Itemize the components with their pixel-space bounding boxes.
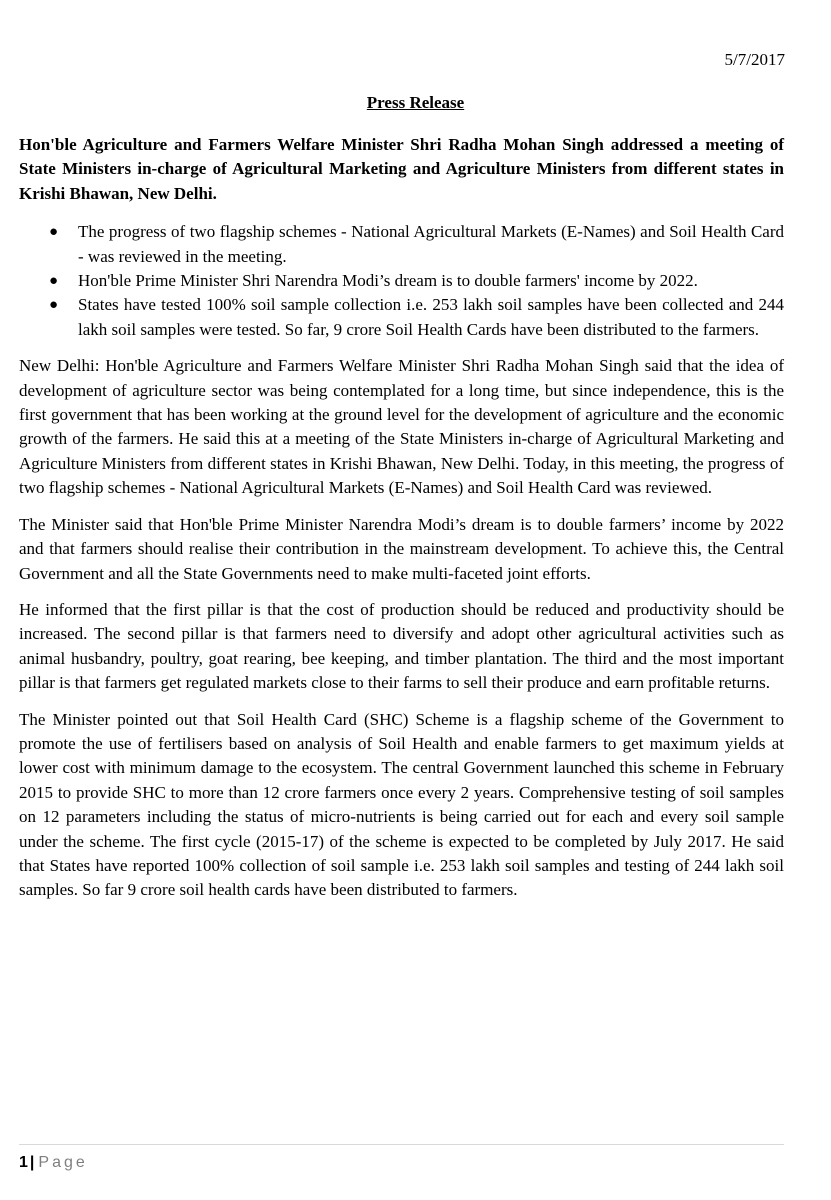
bullet-icon: ●: [49, 224, 59, 241]
footer-divider: [19, 1144, 784, 1145]
highlights-list: [19, 220, 784, 342]
page-title: Press Release: [366, 93, 465, 112]
list-item: [49, 269, 784, 293]
page-label: Page: [38, 1154, 88, 1171]
paragraph: The Minister said that Hon'ble Prime Minister Narendra Modi’s dream is to double farmers’ income by 2022 and that farmers should realise their contribution in the mainstream development. To achieve this, the Central Government and all the State Governments need to make multi-faceted joint efforts.: [19, 514, 784, 583]
paragraph: New Delhi: Hon'ble Agriculture and Farmers Welfare Minister Shri Radha Mohan Singh said that the idea of development of agriculture sector was being contemplated for a long time, but since independence, this is the first government that has been working at the ground level for the development of agriculture and the economic growth of the farmers. He said this at a meeting of the State Ministers in-charge of Agricultural Marketing and Agriculture Ministers from different states in Krishi Bhawan, New Delhi. Today, in this meeting, the progress of two flagship schemes - National Agricultural Markets (E-Names) and Soil Health Card was reviewed.: [19, 356, 784, 498]
list-item-text: The progress of two flagship schemes - National Agricultural Markets (E-Names) and Soil Health Card - was reviewed in the meeting.: [78, 222, 784, 266]
headline: Hon'ble Agriculture and Farmers Welfare Minister Shri Radha Mohan Singh addressed a meeting of State Ministers in-charge of Agricultural Marketing and Agriculture Ministers from different states in Krishi Bhawan, New Delhi.: [19, 135, 784, 203]
page-number: 1: [19, 1154, 28, 1171]
footer-separator: |: [29, 1154, 35, 1171]
paragraph: He informed that the first pillar is that the cost of production should be reduced and productivity should be increased. The second pillar is that farmers need to diversify and adopt other agricultural activities such as animal husbandry, poultry, goat rearing, bee keeping, and timber plantation. The third and the most important pillar is that farmers get regulated markets close to their farms to sell their produce and earn profitable returns.: [19, 599, 784, 693]
page-footer: [19, 1152, 88, 1174]
paragraph: The Minister pointed out that Soil Health Card (SHC) Scheme is a flagship scheme of the Government to promote the use of fertilisers based on analysis of Soil Health and enable farmers to get maximum yields at lower cost with minimum damage to the ecosystem. The central Government launched this scheme in February 2015 to provide SHC to more than 12 crore farmers once every 2 years. Comprehensive testing of soil samples on 12 parameters including the status of micro-nutrients is being carried out for each and every soil sample under the scheme. The first cycle (2015-17) of the scheme is expected to be completed by July 2017. He said that States have reported 100% collection of soil sample i.e. 253 lakh soil samples and testing of 244 lakh soil samples. So far 9 crore soil health cards have been distributed to farmers.: [19, 709, 784, 900]
list-item: [49, 293, 784, 342]
bullet-icon: ●: [49, 273, 59, 290]
bullet-icon: ●: [49, 297, 59, 314]
list-item-text: States have tested 100% soil sample collection i.e. 253 lakh soil samples have been collected and 244 lakh soil samples were tested. So far, 9 crore Soil Health Cards have been distributed to the farmers.: [78, 295, 784, 339]
release-date: 5/7/2017: [724, 50, 785, 69]
list-item-text: Hon'ble Prime Minister Shri Narendra Modi’s dream is to double farmers' income by 2022.: [78, 271, 698, 291]
list-item: [49, 220, 784, 269]
document-body: [19, 133, 784, 915]
